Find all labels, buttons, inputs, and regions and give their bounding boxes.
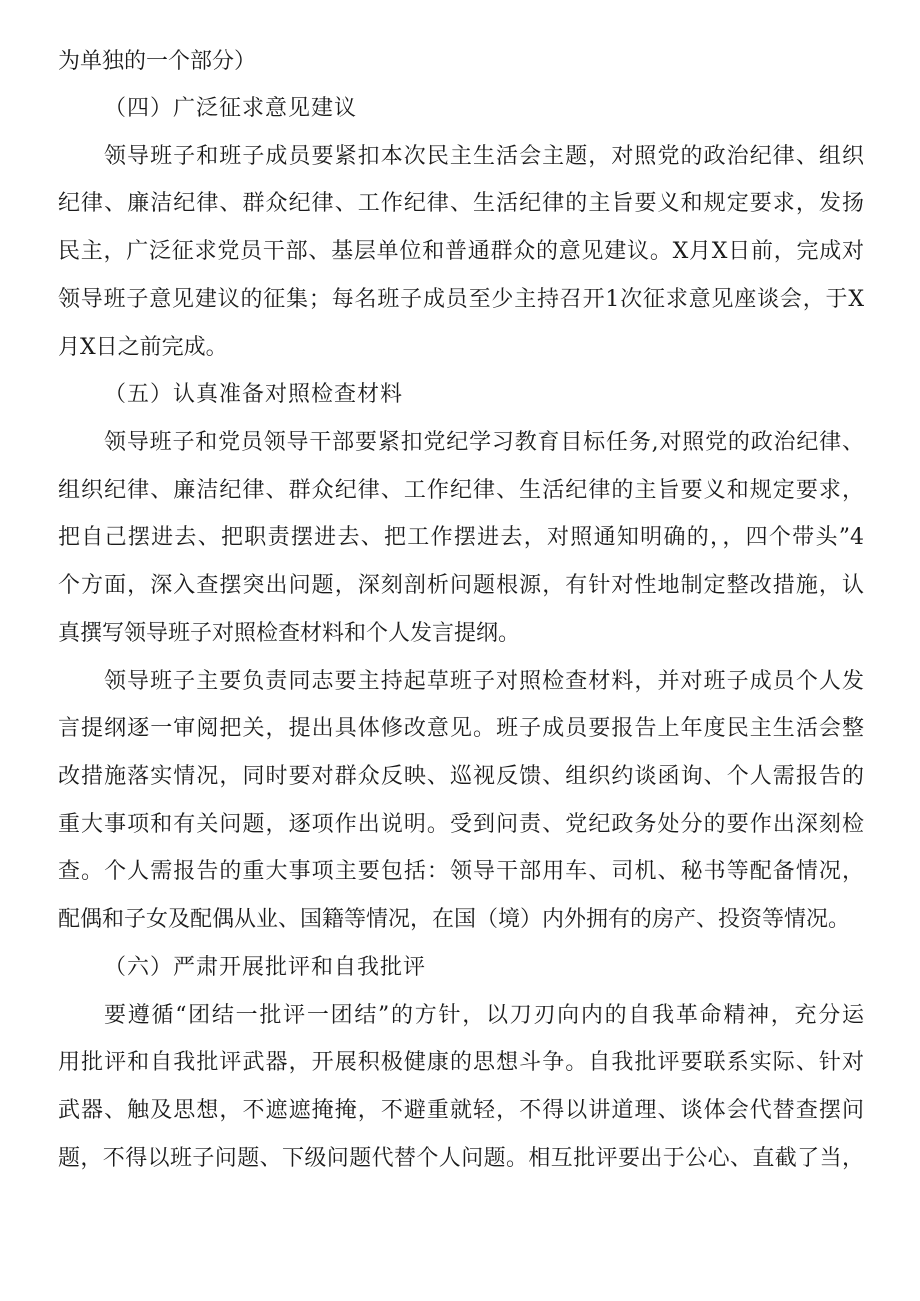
paragraph-line: 月X日之前完成。: [58, 335, 228, 360]
top-fragment-text: 为单独的一个部分）: [58, 49, 257, 74]
paragraph-line: 领导班子和党员领导干部要紧扣党纪学习教育目标任务,对照党的政治纪律、: [104, 430, 864, 455]
paragraph-line: 言提纲逐一审阅把关，提出具体修改意见。班子成员要报告上年度民主生活会整: [58, 716, 864, 741]
paragraph-line: 配偶和子女及配偶从业、国籍等情况，在国（境）内外拥有的房产、投资等情况。: [58, 907, 851, 932]
paragraph-line: 重大事项和有关问题，逐项作出说明。受到问责、党纪政务处分的要作出深刻检: [58, 812, 864, 837]
paragraph-line: 组织纪律、廉洁纪律、群众纪律、工作纪律、生活纪律的主旨要义和规定要求，: [58, 478, 864, 503]
section-heading-6: （六）严肃开展批评和自我批评: [104, 955, 427, 980]
paragraph-line: 用批评和自我批评武器，开展积极健康的思想斗争。自我批评要联系实际、针对: [58, 1050, 864, 1075]
paragraph-line: 领导班子和班子成员要紧扣本次民主生活会主题，对照党的政治纪律、组织: [104, 144, 864, 169]
paragraph-line: 领导班子主要负责同志要主持起草班子对照检查材料，并对班子成员个人发: [104, 669, 864, 694]
section-heading-5: （五）认真准备对照检查材料: [104, 382, 404, 407]
paragraph-line: 武器、触及思想，不遮遮掩掩，不避重就轻，不得以讲道理、谈体会代替查摆问: [58, 1098, 864, 1123]
paragraph-line: 查。个人需报告的重大事项主要包括：领导干部用车、司机、秘书等配备情况，: [58, 859, 864, 884]
section-heading-4: （四）广泛征求意见建议: [104, 96, 358, 121]
paragraph-line: 真撰写领导班子对照检查材料和个人发言提纲。: [58, 621, 521, 646]
paragraph-line: 个方面，深入查摆突出问题，深刻剖析问题根源，有针对性地制定整改措施，认: [58, 573, 864, 598]
paragraph-line: 领导班子意见建议的征集；每名班子成员至少主持召开1次征求意见座谈会，于X: [58, 287, 864, 312]
paragraph-line: 题，不得以班子问题、下级问题代替个人问题。相互批评要出于公心、直截了当，: [58, 1146, 864, 1171]
paragraph-line: 把自己摆进去、把职责摆进去、把工作摆进去，对照通知明确的，，四个带头”4: [58, 525, 864, 550]
paragraph-line: 改措施落实情况，同时要对群众反映、巡视反馈、组织约谈函询、个人需报告的: [58, 764, 864, 789]
paragraph-line: 纪律、廉洁纪律、群众纪律、工作纪律、生活纪律的主旨要义和规定要求，发扬: [58, 191, 864, 216]
paragraph-line: 民主，广泛征求党员干部、基层单位和普通群众的意见建议。X月X日前，完成对: [58, 239, 864, 264]
paragraph-line: 要遵循“团结一批评一团结”的方针，以刀刃向内的自我革命精神，充分运: [104, 1003, 864, 1028]
